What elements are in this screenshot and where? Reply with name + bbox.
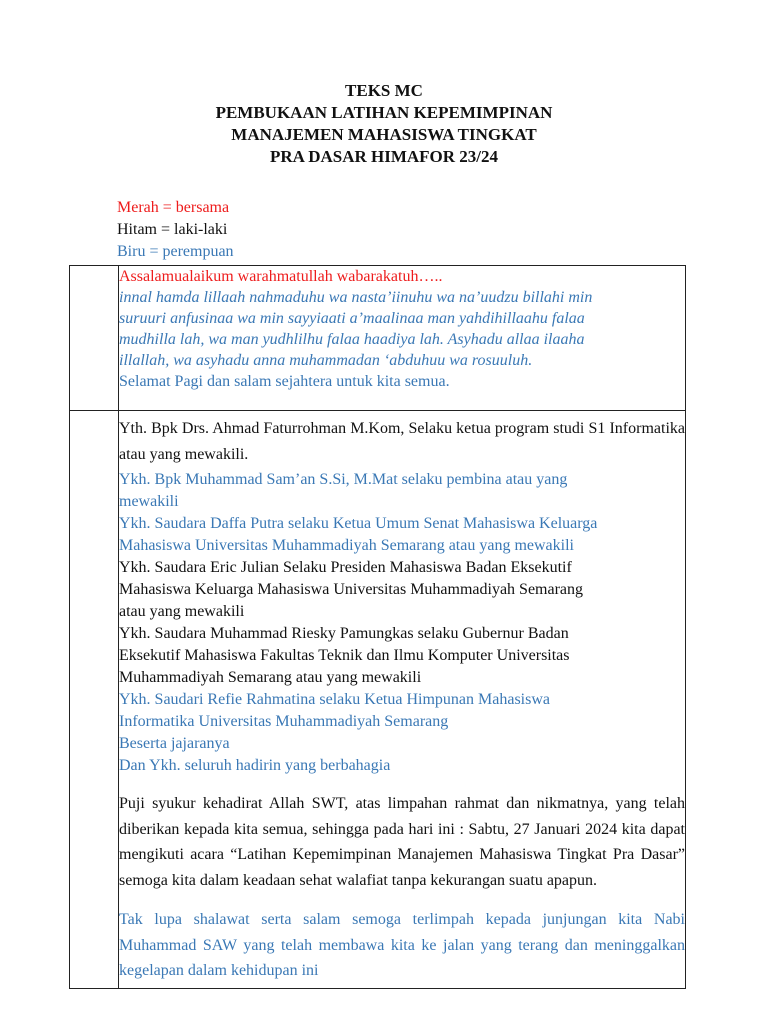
himpunan-line: Ykh. Saudari Refie Rahmatina selaku Ketua Himpunan Mahasiswa [119, 691, 550, 708]
shalawat-paragraph: Tak lupa shalawat serta salam semoga terlimpah kepada junjungan kita Nabi Muhammad SAW yang telah membawa kita ke jalan yang terang dan meninggalkan kegelapan dalam kehidupan ini [119, 911, 685, 979]
arabic-line: illallah, wa asyhadu anna muhammadan ‘abduhuu wa rosuuluh. [119, 352, 533, 369]
title-line-3: MANAJEMEN MAHASISWA TINGKAT [231, 125, 537, 144]
senat-line: Ykh. Saudara Daffa Putra selaku Ketua Umum Senat Mahasiswa Keluarga [119, 515, 598, 532]
himpunan-text [119, 689, 685, 733]
pembina-text [119, 469, 685, 513]
row-number-cell [70, 411, 119, 989]
gubernur-line: Muhammadiyah Semarang atau yang mewakili [119, 669, 422, 686]
yth-text: Yth. Bpk Drs. Ahmad Faturrohman M.Kom, Selaku ketua program studi S1 Informatika atau yang mewakili. [119, 420, 685, 463]
title-line-1: TEKS MC [345, 81, 423, 100]
legend-black: Hitam = laki-laki [117, 221, 228, 238]
presiden-text [119, 557, 685, 623]
gubernur-line: Ykh. Saudara Muhammad Riesky Pamungkas selaku Gubernur Badan [119, 625, 569, 642]
senat-text [119, 513, 685, 557]
senat-line: Mahasiswa Universitas Muhammadiyah Semarang atau yang mewakili [119, 537, 574, 554]
honorifics-cell [119, 411, 686, 989]
legend-blue: Biru = perempuan [117, 243, 234, 260]
table-row [70, 411, 686, 989]
gubernur-line: Eksekutif Mahasiswa Fakultas Teknik dan Ilmu Komputer Universitas [119, 647, 570, 664]
document-title [0, 80, 768, 168]
gubernur-text [119, 623, 685, 689]
legend-red: Merah = bersama [117, 199, 230, 216]
pembina-line: mewakili [119, 493, 179, 510]
jajaran-text: Beserta jajaranya [119, 735, 230, 752]
hadirin-text: Dan Ykh. seluruh hadirin yang berbahagia [119, 757, 391, 774]
title-line-2: PEMBUKAAN LATIHAN KEPEMIMPINAN [215, 103, 553, 122]
script-table [69, 265, 686, 989]
syukur-paragraph: Puji syukur kehadirat Allah SWT, atas limpahan rahmat dan nikmatnya, yang telah diberikan kepada kita semua, sehingga pada hari ini : Sabtu, 27 Januari 2024 kita dapat mengikuti acara “Latihan Kepemimpinan Manajemen Mahasiswa Tingkat Pra Dasar” semoga kita dalam keadaan sehat walafiat tanpa kekurangan suatu apapun. [119, 795, 685, 889]
greeting-text: Assalamualaikum warahmatullah wabarakatuh….. [119, 268, 443, 285]
himpunan-line: Informatika Universitas Muhammadiyah Semarang [119, 713, 449, 730]
title-line-4: PRA DASAR HIMAFOR 23/24 [269, 147, 499, 166]
presiden-line: Ykh. Saudara Eric Julian Selaku Presiden Mahasiswa Badan Eksekutif [119, 559, 572, 576]
table-row [70, 266, 686, 411]
color-legend [117, 197, 234, 263]
arabic-line: mudhilla lah, wa man yudhlilhu falaa haadiya lah. Asyhadu allaa ilaaha [119, 331, 585, 348]
arabic-line: innal hamda lillaah nahmaduhu wa nasta’iinuhu wa na’uudzu billahi min [119, 289, 593, 306]
closing-greeting: Selamat Pagi dan salam sejahtera untuk kita semua. [119, 373, 450, 390]
opening-cell [119, 266, 686, 411]
pembina-line: Ykh. Bpk Muhammad Sam’an S.Si, M.Mat selaku pembina atau yang [119, 471, 568, 488]
presiden-line: Mahasiswa Keluarga Mahasiswa Universitas Muhammadiyah Semarang [119, 581, 584, 598]
row-number-cell [70, 266, 119, 411]
arabic-line: suruuri anfusinaa wa min sayyiaati a’maalinaa man yahdihillaahu falaa [119, 310, 585, 327]
presiden-line: atau yang mewakili [119, 603, 245, 620]
